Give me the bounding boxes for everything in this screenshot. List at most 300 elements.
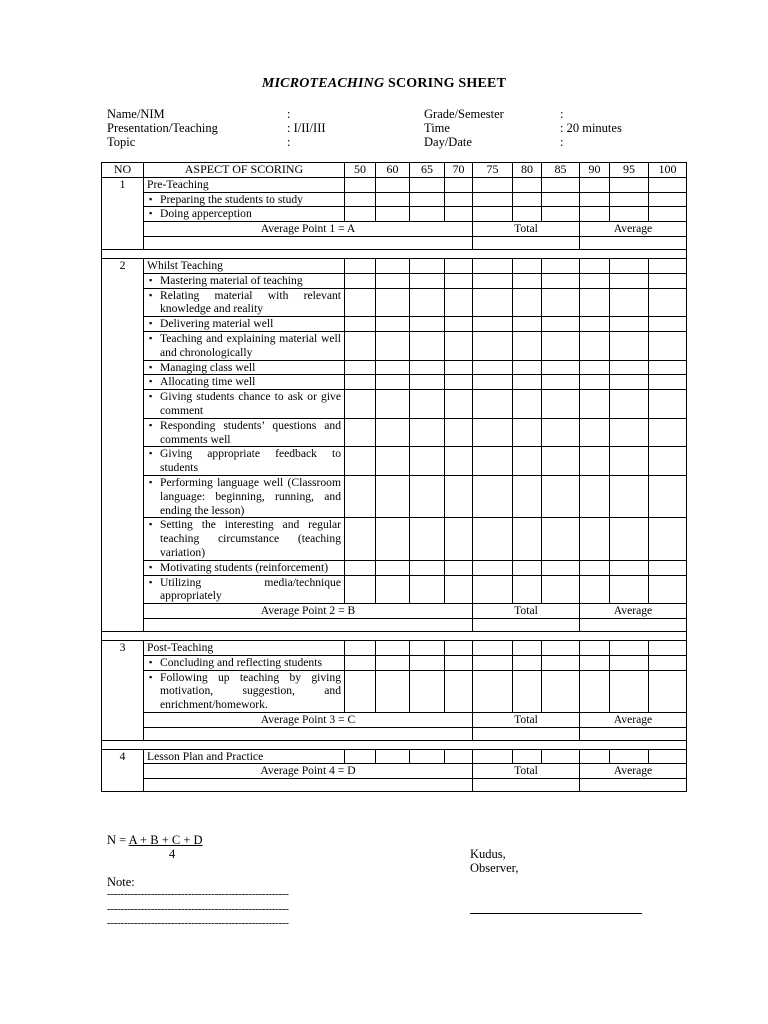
score-cell[interactable] [513, 258, 542, 273]
score-cell[interactable] [345, 177, 376, 192]
score-cell[interactable] [445, 560, 473, 575]
header-value-name: : [287, 107, 291, 121]
score-cell[interactable] [345, 518, 376, 560]
bullet-icon: ▪ [149, 289, 153, 300]
score-cell[interactable] [580, 670, 610, 712]
table-row [102, 560, 687, 575]
score-cell[interactable] [445, 447, 473, 476]
aspect-item [144, 655, 345, 670]
score-cell[interactable] [649, 655, 687, 670]
aspect-item [144, 375, 345, 390]
score-cell[interactable] [542, 475, 580, 517]
score-cell[interactable] [473, 447, 513, 476]
score-cell[interactable] [376, 258, 410, 273]
table-row [102, 317, 687, 332]
score-cell[interactable] [473, 331, 513, 360]
score-cell[interactable] [410, 447, 445, 476]
aspect-item-text: Motivating students (reinforcement) [160, 560, 329, 574]
score-cell[interactable] [610, 447, 649, 476]
score-cell[interactable] [542, 655, 580, 670]
score-cell[interactable] [376, 317, 410, 332]
score-cell[interactable] [580, 418, 610, 447]
bullet-icon: ▪ [149, 519, 153, 530]
average-blank [144, 236, 473, 249]
score-cell[interactable] [580, 375, 610, 390]
result-row [102, 779, 687, 792]
score-cell[interactable] [473, 177, 513, 192]
score-cell[interactable] [610, 177, 649, 192]
score-cell[interactable] [345, 575, 376, 604]
score-cell[interactable] [649, 207, 687, 222]
bullet-icon: ▪ [149, 476, 153, 487]
bullet-icon: ▪ [149, 419, 153, 430]
score-cell[interactable] [473, 192, 513, 207]
section-gap [102, 249, 687, 258]
score-cell[interactable] [445, 192, 473, 207]
score-cell[interactable] [610, 475, 649, 517]
score-cell[interactable] [610, 518, 649, 560]
score-cell[interactable] [649, 360, 687, 375]
score-cell[interactable] [513, 207, 542, 222]
score-cell[interactable] [649, 749, 687, 764]
score-cell[interactable] [410, 177, 445, 192]
score-cell[interactable] [580, 177, 610, 192]
score-cell[interactable] [542, 331, 580, 360]
score-cell[interactable] [580, 317, 610, 332]
score-cell[interactable] [649, 418, 687, 447]
score-cell[interactable] [580, 360, 610, 375]
score-cell[interactable] [445, 375, 473, 390]
score-cell[interactable] [542, 560, 580, 575]
score-cell[interactable] [473, 518, 513, 560]
score-cell[interactable] [473, 258, 513, 273]
score-cell[interactable] [473, 749, 513, 764]
score-cell[interactable] [410, 560, 445, 575]
aspect-item [144, 518, 345, 560]
score-cell[interactable] [649, 273, 687, 288]
score-cell[interactable] [542, 258, 580, 273]
score-cell[interactable] [542, 177, 580, 192]
score-cell[interactable] [610, 390, 649, 419]
total-value-cell[interactable] [473, 779, 580, 792]
aspect-item-text: Utilizing media/technique appropriately [160, 575, 341, 603]
score-cell[interactable] [610, 575, 649, 604]
score-cell[interactable] [345, 273, 376, 288]
score-cell[interactable] [445, 575, 473, 604]
score-cell[interactable] [542, 390, 580, 419]
score-cell[interactable] [649, 375, 687, 390]
formula [107, 833, 203, 847]
score-cell[interactable] [345, 749, 376, 764]
page-title [0, 76, 768, 92]
score-cell[interactable] [513, 192, 542, 207]
score-cell[interactable] [473, 317, 513, 332]
score-cell[interactable] [473, 288, 513, 317]
score-cell[interactable] [542, 207, 580, 222]
score-cell[interactable] [542, 640, 580, 655]
table-row [102, 518, 687, 560]
score-header: 85 [542, 163, 580, 178]
score-cell[interactable] [610, 749, 649, 764]
score-cell[interactable] [649, 192, 687, 207]
score-cell[interactable] [473, 475, 513, 517]
score-cell[interactable] [376, 331, 410, 360]
score-cell[interactable] [649, 317, 687, 332]
score-cell[interactable] [610, 273, 649, 288]
score-cell[interactable] [445, 475, 473, 517]
score-cell[interactable] [345, 475, 376, 517]
score-cell[interactable] [580, 288, 610, 317]
section-number: 1 [102, 177, 144, 249]
score-cell[interactable] [345, 447, 376, 476]
aspect-item [144, 575, 345, 604]
score-cell[interactable] [445, 317, 473, 332]
average-label: Average [580, 712, 687, 727]
score-cell[interactable] [610, 375, 649, 390]
score-cell[interactable] [473, 360, 513, 375]
score-cell[interactable] [513, 560, 542, 575]
score-cell[interactable] [345, 192, 376, 207]
aspect-item [144, 447, 345, 476]
average-point-label: Average Point 1 = A [144, 222, 473, 237]
score-cell[interactable] [580, 518, 610, 560]
score-cell[interactable] [580, 640, 610, 655]
score-cell[interactable] [542, 288, 580, 317]
score-cell[interactable] [542, 749, 580, 764]
score-cell[interactable] [345, 288, 376, 317]
score-cell[interactable] [345, 655, 376, 670]
score-cell[interactable] [513, 640, 542, 655]
score-cell[interactable] [345, 670, 376, 712]
score-cell[interactable] [580, 390, 610, 419]
header-value-grade: : [560, 107, 564, 121]
aspect-item [144, 273, 345, 288]
score-cell[interactable] [345, 390, 376, 419]
score-cell[interactable] [513, 317, 542, 332]
title-italic: MICROTEACHING [261, 76, 385, 91]
table-row [102, 418, 687, 447]
score-cell[interactable] [649, 288, 687, 317]
formula-denominator: 4 [169, 847, 176, 861]
score-cell[interactable] [580, 560, 610, 575]
total-label: Total [473, 712, 580, 727]
score-cell[interactable] [542, 317, 580, 332]
score-cell[interactable] [610, 331, 649, 360]
score-cell[interactable] [345, 375, 376, 390]
section-number: 2 [102, 258, 144, 631]
aspect-item [144, 390, 345, 419]
score-cell[interactable] [513, 360, 542, 375]
score-cell[interactable] [610, 192, 649, 207]
bullet-icon: ▪ [149, 274, 153, 285]
score-cell[interactable] [473, 640, 513, 655]
section-title-row [102, 749, 687, 764]
score-cell[interactable] [473, 390, 513, 419]
table-row [102, 273, 687, 288]
score-cell[interactable] [649, 177, 687, 192]
average-point-label: Average Point 3 = C [144, 712, 473, 727]
score-cell[interactable] [345, 207, 376, 222]
total-value-cell[interactable] [473, 618, 580, 631]
aspect-item [144, 207, 345, 222]
average-value-cell[interactable] [580, 618, 687, 631]
average-row [102, 604, 687, 619]
score-cell[interactable] [473, 655, 513, 670]
score-cell[interactable] [345, 331, 376, 360]
aspect-item-text: Delivering material well [160, 317, 274, 331]
score-cell[interactable] [410, 390, 445, 419]
bullet-icon: ▪ [149, 576, 153, 587]
score-cell[interactable] [610, 655, 649, 670]
score-cell[interactable] [445, 207, 473, 222]
aspect-item [144, 560, 345, 575]
score-cell[interactable] [376, 518, 410, 560]
score-cell[interactable] [445, 360, 473, 375]
score-cell[interactable] [410, 575, 445, 604]
score-cell[interactable] [610, 288, 649, 317]
score-cell[interactable] [610, 670, 649, 712]
title-rest: SCORING SHEET [384, 76, 507, 91]
aspect-item-text: Giving appropriate feedback to students [160, 447, 341, 475]
average-value-cell[interactable] [580, 779, 687, 792]
score-cell[interactable] [345, 360, 376, 375]
score-cell[interactable] [649, 575, 687, 604]
score-cell[interactable] [649, 640, 687, 655]
score-cell[interactable] [513, 288, 542, 317]
score-cell[interactable] [410, 258, 445, 273]
table-row [102, 375, 687, 390]
average-point-label: Average Point 4 = D [144, 764, 473, 779]
score-cell[interactable] [445, 518, 473, 560]
score-header: 70 [445, 163, 473, 178]
score-cell[interactable] [473, 418, 513, 447]
bullet-icon: ▪ [149, 656, 153, 667]
score-cell[interactable] [513, 390, 542, 419]
score-cell[interactable] [410, 360, 445, 375]
score-cell[interactable] [410, 331, 445, 360]
score-cell[interactable] [542, 375, 580, 390]
score-cell[interactable] [513, 749, 542, 764]
score-cell[interactable] [345, 640, 376, 655]
score-cell[interactable] [649, 670, 687, 712]
bullet-icon: ▪ [149, 193, 153, 204]
score-cell[interactable] [513, 475, 542, 517]
score-header: 95 [610, 163, 649, 178]
score-cell[interactable] [610, 258, 649, 273]
score-cell[interactable] [410, 288, 445, 317]
score-cell[interactable] [376, 418, 410, 447]
aspect-item-text: Concluding and reflecting students [160, 655, 322, 669]
score-cell[interactable] [542, 518, 580, 560]
score-cell[interactable] [410, 518, 445, 560]
score-cell[interactable] [580, 331, 610, 360]
bullet-icon: ▪ [149, 561, 153, 572]
result-row [102, 236, 687, 249]
score-cell[interactable] [376, 375, 410, 390]
section-gap-row [102, 249, 687, 258]
score-cell[interactable] [473, 207, 513, 222]
score-cell[interactable] [376, 575, 410, 604]
score-cell[interactable] [376, 207, 410, 222]
note-label: Note: [107, 875, 135, 889]
aspect-item [144, 670, 345, 712]
score-cell[interactable] [580, 475, 610, 517]
table-row [102, 390, 687, 419]
score-cell[interactable] [473, 575, 513, 604]
score-cell[interactable] [513, 447, 542, 476]
score-cell[interactable] [445, 418, 473, 447]
score-cell[interactable] [410, 640, 445, 655]
scoring-table [101, 162, 687, 792]
score-cell[interactable] [580, 749, 610, 764]
score-cell[interactable] [542, 418, 580, 447]
score-cell[interactable] [580, 447, 610, 476]
section-title: Lesson Plan and Practice [144, 749, 345, 764]
score-header: 80 [513, 163, 542, 178]
score-cell[interactable] [473, 375, 513, 390]
score-cell[interactable] [513, 518, 542, 560]
score-cell[interactable] [513, 418, 542, 447]
score-cell[interactable] [410, 670, 445, 712]
note-line: ------------------------------------------------------ [107, 888, 289, 900]
aspect-item-text: Setting the interesting and regular teaching circumstance (teaching variation) [160, 518, 341, 559]
aspect-item-text: Mastering material of teaching [160, 273, 303, 287]
score-cell[interactable] [376, 749, 410, 764]
score-cell[interactable] [513, 575, 542, 604]
score-cell[interactable] [410, 418, 445, 447]
score-cell[interactable] [376, 360, 410, 375]
score-cell[interactable] [542, 192, 580, 207]
score-cell[interactable] [513, 273, 542, 288]
total-value-cell[interactable] [473, 727, 580, 740]
score-cell[interactable] [376, 192, 410, 207]
score-cell[interactable] [580, 575, 610, 604]
score-cell[interactable] [445, 273, 473, 288]
score-cell[interactable] [513, 375, 542, 390]
score-cell[interactable] [513, 655, 542, 670]
score-cell[interactable] [649, 518, 687, 560]
score-cell[interactable] [580, 655, 610, 670]
formula-lhs: N = [107, 833, 129, 847]
score-cell[interactable] [445, 331, 473, 360]
score-cell[interactable] [473, 560, 513, 575]
score-cell[interactable] [445, 655, 473, 670]
score-cell[interactable] [376, 177, 410, 192]
score-cell[interactable] [513, 177, 542, 192]
note-line: ------------------------------------------------------ [107, 903, 289, 915]
score-cell[interactable] [542, 447, 580, 476]
score-cell[interactable] [410, 273, 445, 288]
score-cell[interactable] [542, 670, 580, 712]
total-value-cell[interactable] [473, 236, 580, 249]
score-cell[interactable] [445, 670, 473, 712]
total-label: Total [473, 222, 580, 237]
score-cell[interactable] [610, 418, 649, 447]
score-cell[interactable] [376, 390, 410, 419]
score-cell[interactable] [376, 655, 410, 670]
average-label: Average [580, 604, 687, 619]
score-cell[interactable] [580, 273, 610, 288]
table-row [102, 447, 687, 476]
score-cell[interactable] [580, 207, 610, 222]
score-cell[interactable] [445, 640, 473, 655]
bullet-icon: ▪ [149, 391, 153, 402]
score-cell[interactable] [649, 560, 687, 575]
score-cell[interactable] [610, 360, 649, 375]
score-cell[interactable] [610, 317, 649, 332]
section-title-row [102, 258, 687, 273]
score-cell[interactable] [610, 560, 649, 575]
score-cell[interactable] [410, 317, 445, 332]
score-cell[interactable] [376, 273, 410, 288]
table-row [102, 655, 687, 670]
score-cell[interactable] [345, 560, 376, 575]
score-cell[interactable] [513, 331, 542, 360]
score-cell[interactable] [376, 560, 410, 575]
average-value-cell[interactable] [580, 727, 687, 740]
signature-role: Observer, [470, 861, 519, 875]
score-cell[interactable] [376, 640, 410, 655]
score-cell[interactable] [376, 447, 410, 476]
score-cell[interactable] [345, 418, 376, 447]
score-cell[interactable] [410, 192, 445, 207]
score-cell[interactable] [376, 288, 410, 317]
score-cell[interactable] [542, 273, 580, 288]
score-cell[interactable] [345, 317, 376, 332]
score-cell[interactable] [376, 670, 410, 712]
score-cell[interactable] [410, 207, 445, 222]
score-cell[interactable] [513, 670, 542, 712]
score-cell[interactable] [610, 207, 649, 222]
header-label-daydate: Day/Date [424, 135, 472, 149]
score-cell[interactable] [610, 640, 649, 655]
score-cell[interactable] [473, 670, 513, 712]
aspect-item-text: Relating material with relevant knowledge and reality [160, 288, 341, 316]
score-cell[interactable] [445, 177, 473, 192]
header-no: NO [102, 163, 144, 178]
score-cell[interactable] [445, 749, 473, 764]
score-cell[interactable] [580, 192, 610, 207]
aspect-item [144, 360, 345, 375]
score-cell[interactable] [649, 475, 687, 517]
section-title-row [102, 177, 687, 192]
score-cell[interactable] [473, 273, 513, 288]
score-cell[interactable] [445, 288, 473, 317]
score-cell[interactable] [649, 390, 687, 419]
aspect-item [144, 317, 345, 332]
score-cell[interactable] [445, 258, 473, 273]
score-cell[interactable] [345, 258, 376, 273]
score-cell[interactable] [542, 575, 580, 604]
score-cell[interactable] [649, 447, 687, 476]
score-cell[interactable] [410, 749, 445, 764]
bullet-icon: ▪ [149, 361, 153, 372]
section-title: Post-Teaching [144, 640, 345, 655]
score-cell[interactable] [410, 655, 445, 670]
score-cell[interactable] [376, 475, 410, 517]
table-body [102, 177, 687, 791]
score-cell[interactable] [580, 258, 610, 273]
score-cell[interactable] [649, 258, 687, 273]
table-row [102, 207, 687, 222]
score-cell[interactable] [649, 331, 687, 360]
table-row [102, 192, 687, 207]
score-cell[interactable] [542, 360, 580, 375]
score-cell[interactable] [410, 375, 445, 390]
score-cell[interactable] [410, 475, 445, 517]
score-cell[interactable] [445, 390, 473, 419]
average-value-cell[interactable] [580, 236, 687, 249]
